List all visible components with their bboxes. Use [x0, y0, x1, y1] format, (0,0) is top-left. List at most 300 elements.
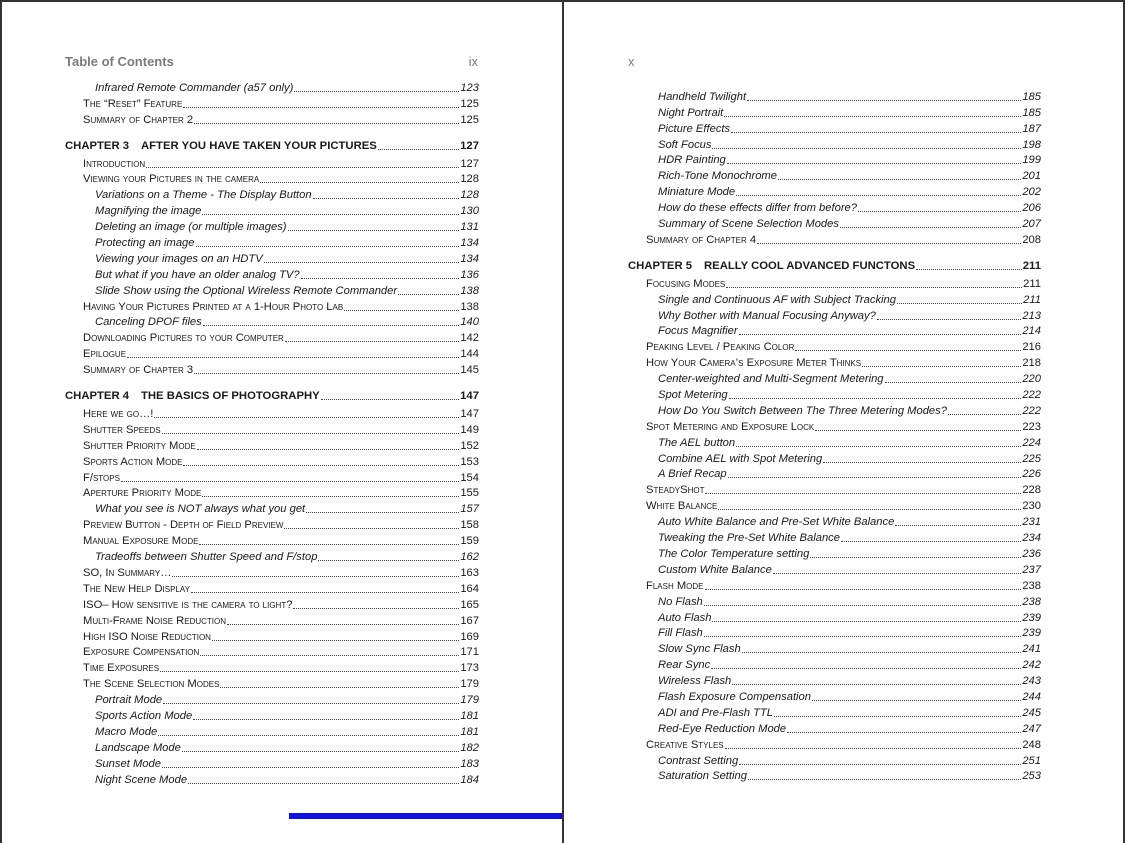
toc-entry[interactable]	[628, 307, 1041, 323]
toc-entry[interactable]	[65, 500, 479, 516]
toc-entry-title: Downloading Pictures to your Computer	[83, 332, 284, 345]
dot-leader	[711, 668, 1021, 669]
toc-entry-title: How Do You Switch Between The Three Metering Modes?	[658, 404, 947, 417]
toc-entry-title: Auto Flash	[658, 611, 712, 624]
toc-entry-title: Time Exposures	[83, 662, 160, 675]
toc-entry-title: Custom White Balance	[658, 563, 772, 576]
toc-page-number: 145	[460, 364, 479, 377]
toc-page-number: 199	[1022, 154, 1041, 167]
toc-chapter-title	[65, 139, 377, 153]
dot-leader	[182, 751, 459, 752]
toc-entry[interactable]	[628, 450, 1041, 466]
toc-page-number: 157	[460, 503, 479, 516]
dot-leader	[199, 544, 459, 545]
toc-entry-title: High ISO Noise Reduction	[83, 630, 211, 643]
toc-chapter-title	[628, 259, 915, 273]
toc-entry-title: Picture Effects	[658, 122, 731, 135]
toc-page-number: 237	[1022, 563, 1041, 576]
dot-leader	[260, 182, 459, 183]
toc-page-number: 202	[1022, 186, 1041, 199]
toc-entry-title: The Scene Selection Modes	[83, 678, 220, 691]
dot-leader	[718, 509, 1021, 510]
dot-leader	[202, 496, 459, 497]
dot-leader	[203, 325, 460, 326]
toc-page-number: 127	[460, 157, 479, 170]
dot-leader	[731, 132, 1021, 133]
toc-entry-title: Miniature Mode	[658, 186, 736, 199]
dot-leader	[712, 148, 1021, 149]
toc-page-number: 169	[460, 630, 479, 643]
toc-entry-title: Epilogue	[83, 348, 127, 361]
toc-page-number: 228	[1022, 484, 1041, 497]
toc-entry-title: Single and Continuous AF with Subject Tracking	[658, 293, 896, 306]
toc-entry-title: Peaking Level / Peaking Color	[646, 341, 795, 354]
dot-leader	[739, 764, 1021, 765]
toc-page-number: 222	[1022, 404, 1041, 417]
toc-entry-title: Viewing your Pictures in the camera	[83, 173, 260, 186]
toc-entry[interactable]	[628, 545, 1041, 561]
dot-leader	[728, 477, 1022, 478]
toc-entry[interactable]	[65, 596, 479, 612]
toc-entry[interactable]	[628, 752, 1041, 768]
toc-entry[interactable]	[628, 104, 1041, 120]
dot-leader	[858, 211, 1021, 212]
toc-entry[interactable]	[628, 386, 1041, 402]
toc-entry[interactable]	[628, 183, 1041, 199]
toc-entry-title: Deleting an image (or multiple images)	[95, 221, 287, 234]
toc-entry-title: SO, In Summary…	[83, 566, 172, 579]
toc-entry[interactable]	[65, 79, 479, 95]
toc-entry[interactable]	[628, 625, 1041, 641]
dot-leader	[200, 655, 459, 656]
toc-entry-title: Flash Mode	[646, 579, 704, 592]
toc-entry[interactable]	[65, 329, 479, 345]
toc-entry[interactable]	[628, 370, 1041, 386]
dot-leader	[321, 399, 459, 400]
toc-list-right	[628, 88, 1041, 783]
toc-entry-title: Fill Flash	[658, 627, 703, 640]
dot-leader	[729, 398, 1022, 399]
chapter-label: CHAPTER 3	[65, 139, 130, 152]
toc-entry[interactable]	[65, 111, 479, 127]
toc-entry[interactable]	[65, 659, 479, 675]
toc-entry-title: Protecting an image	[95, 237, 195, 250]
toc-entry-title: No Flash	[658, 595, 703, 608]
toc-page-number: 182	[460, 741, 479, 754]
toc-entry[interactable]	[628, 152, 1041, 168]
dot-leader	[747, 100, 1021, 101]
dot-leader	[748, 779, 1021, 780]
dot-leader	[732, 684, 1021, 685]
dot-leader	[285, 341, 460, 342]
toc-entry-title: Spot Metering	[658, 389, 728, 402]
toc-entry[interactable]	[65, 155, 479, 171]
toc-entry-title: What you see is NOT always what you get	[95, 503, 306, 516]
toc-page-number: 134	[460, 237, 479, 250]
toc-entry[interactable]	[628, 609, 1041, 625]
dot-leader	[172, 576, 459, 577]
toc-entry[interactable]	[628, 577, 1041, 593]
toc-entry[interactable]	[628, 418, 1041, 434]
toc-entry-title: Magnifying the image	[95, 205, 202, 218]
toc-page-number: 128	[460, 173, 479, 186]
toc-entry[interactable]	[628, 640, 1041, 656]
toc-entry[interactable]	[628, 354, 1041, 370]
toc-entry[interactable]	[65, 218, 479, 234]
dot-leader	[160, 671, 459, 672]
toc-entry[interactable]	[65, 171, 479, 187]
toc-page-number: 181	[460, 709, 479, 722]
dot-leader	[294, 91, 459, 92]
toc-entry[interactable]	[65, 516, 479, 532]
toc-entry[interactable]	[628, 704, 1041, 720]
toc-page-number: 214	[1022, 325, 1041, 338]
toc-page-number: 238	[1022, 579, 1041, 592]
dot-leader	[212, 640, 459, 641]
dot-leader	[127, 357, 459, 358]
toc-entry-title: Night Portrait	[658, 106, 724, 119]
toc-entry-title: Summary of Chapter 4	[646, 233, 757, 246]
toc-entry[interactable]	[65, 345, 479, 361]
toc-page-number: 173	[460, 662, 479, 675]
dot-leader	[897, 303, 1022, 304]
toc-entry-title: Flash Exposure Compensation	[658, 690, 811, 703]
toc-entry[interactable]	[628, 323, 1041, 339]
toc-entry-title: White Balance	[646, 500, 718, 513]
toc-entry[interactable]	[65, 485, 479, 501]
toc-page-number: 207	[1022, 218, 1041, 231]
dot-leader	[742, 652, 1022, 653]
toc-page-number: 142	[460, 332, 479, 345]
toc-entry-title: Shutter Speeds	[83, 423, 161, 436]
toc-page-number: 187	[1022, 122, 1041, 135]
toc-entry[interactable]	[65, 564, 479, 580]
toc-entry-title: Summary of Scene Selection Modes	[658, 218, 839, 231]
toc-entry[interactable]	[65, 314, 479, 330]
toc-entry-title: SteadyShot	[646, 484, 705, 497]
toc-entry[interactable]	[628, 736, 1041, 752]
dot-leader	[378, 149, 459, 150]
toc-page-number: 225	[1022, 452, 1041, 465]
toc-entry[interactable]	[65, 282, 479, 298]
toc-entry[interactable]	[65, 548, 479, 564]
toc-page-number: 243	[1022, 675, 1041, 688]
dot-leader	[757, 243, 1021, 244]
dot-leader	[197, 449, 460, 450]
toc-entry-title: Auto White Balance and Pre-Set White Balance	[658, 516, 895, 529]
page-number: x	[628, 54, 635, 69]
toc-page-number: 241	[1022, 643, 1041, 656]
toc-page-number: 223	[1022, 420, 1041, 433]
toc-entry-title: Having Your Pictures Printed at a 1-Hour Photo Lab	[83, 300, 344, 313]
toc-entry-title: Sports Action Mode	[83, 455, 183, 468]
toc-page-number: 125	[460, 113, 479, 126]
toc-entry[interactable]	[65, 298, 479, 314]
toc-page-number: 134	[460, 252, 479, 265]
toc-entry[interactable]	[65, 612, 479, 628]
toc-page-number: 162	[460, 551, 479, 564]
toc-page-number: 152	[460, 439, 479, 452]
toc-entry-title: F/stops	[83, 471, 120, 484]
toc-page-number: 213	[1022, 309, 1041, 322]
toc-entry[interactable]	[65, 202, 479, 218]
toc-page-number: 220	[1022, 373, 1041, 386]
toc-entry-title: Shutter Priority Mode	[83, 439, 196, 452]
toc-entry[interactable]	[628, 215, 1041, 231]
toc-page-number: 128	[460, 189, 479, 202]
dot-leader	[704, 636, 1022, 637]
toc-entry[interactable]	[65, 469, 479, 485]
toc-page-number: 216	[1022, 341, 1041, 354]
toc-page-number: 163	[460, 566, 479, 579]
dot-leader	[840, 227, 1021, 228]
toc-entry-title: Focusing Modes	[646, 277, 726, 290]
toc-page-number: 155	[460, 487, 479, 500]
toc-entry[interactable]	[65, 580, 479, 596]
dot-leader	[154, 417, 459, 418]
toc-chapter-entry[interactable]	[628, 251, 1041, 273]
toc-entry[interactable]	[65, 755, 479, 771]
toc-entry-title: HDR Painting	[658, 154, 726, 167]
toc-page-number: 171	[460, 646, 479, 659]
dot-leader	[162, 767, 459, 768]
toc-entry[interactable]	[628, 593, 1041, 609]
toc-page-number: 211	[1023, 293, 1041, 306]
dot-leader	[196, 246, 460, 247]
toc-entry[interactable]	[65, 739, 479, 755]
toc-page-number: 125	[460, 97, 479, 110]
toc-entry[interactable]	[628, 291, 1041, 307]
toc-chapter-entry[interactable]	[65, 381, 479, 403]
toc-entry[interactable]	[65, 234, 479, 250]
toc-page-number: 211	[1023, 277, 1041, 290]
toc-entry-title: How Your Camera’s Exposure Meter Thinks	[646, 357, 862, 370]
dot-leader	[823, 462, 1021, 463]
dot-leader	[841, 541, 1021, 542]
toc-entry[interactable]	[628, 656, 1041, 672]
dot-leader	[288, 230, 460, 231]
dot-leader	[705, 589, 1022, 590]
toc-page-number: 238	[1022, 595, 1041, 608]
toc-page-number: 138	[460, 300, 479, 313]
toc-page-number: 230	[1022, 500, 1041, 513]
toc-entry[interactable]	[628, 338, 1041, 354]
dot-leader	[146, 167, 459, 168]
header-title: Table of Contents	[65, 54, 174, 69]
toc-entry-title: Red-Eye Reduction Mode	[658, 722, 787, 735]
toc-entry[interactable]	[65, 95, 479, 111]
toc-page-number: 159	[460, 535, 479, 548]
toc-entry-title: Spot Metering and Exposure Lock	[646, 420, 815, 433]
toc-entry[interactable]	[628, 275, 1041, 291]
toc-page-number: 206	[1022, 202, 1041, 215]
dot-leader	[774, 716, 1021, 717]
toc-entry-title: Here we go…!	[83, 408, 154, 421]
toc-page-number: 244	[1022, 690, 1041, 703]
toc-entry[interactable]	[628, 529, 1041, 545]
toc-entry-title: Rich-Tone Monochrome	[658, 170, 777, 183]
toc-entry-title: How do these effects differ from before?	[658, 202, 857, 215]
toc-page-number: 224	[1022, 436, 1041, 449]
toc-page-number: 226	[1022, 468, 1041, 481]
toc-entry[interactable]	[628, 481, 1041, 497]
toc-entry-title: The New Help Display	[83, 582, 190, 595]
toc-page-number: 239	[1022, 611, 1041, 624]
dot-leader	[885, 382, 1022, 383]
toc-page-number: 164	[460, 582, 479, 595]
toc-page-number: 147	[460, 390, 479, 403]
toc-page-number: 127	[460, 139, 479, 152]
toc-page-number: 153	[460, 455, 479, 468]
toc-entry[interactable]	[65, 266, 479, 282]
toc-page-number: 167	[460, 614, 479, 627]
toc-entry-title: Slide Show using the Optional Wireless Remote Commander	[95, 284, 398, 297]
toc-entry[interactable]	[65, 723, 479, 739]
toc-entry-title: Tradeoffs between Shutter Speed and F/stop	[95, 551, 318, 564]
toc-chapter-entry[interactable]	[65, 131, 479, 153]
toc-entry-title: Preview Button - Depth of Field Preview	[83, 519, 284, 532]
toc-entry[interactable]	[65, 707, 479, 723]
toc-entry-title: Tweaking the Pre-Set White Balance	[658, 532, 840, 545]
toc-entry-title: Handheld Twilight	[658, 90, 747, 103]
toc-entry-title: Landscape Mode	[95, 741, 181, 754]
toc-entry[interactable]	[628, 120, 1041, 136]
toc-entry-title: Introduction	[83, 157, 146, 170]
toc-entry-title: Soft Focus	[658, 138, 712, 151]
dot-leader	[193, 719, 459, 720]
toc-page-number: 130	[460, 205, 479, 218]
toc-entry[interactable]	[628, 513, 1041, 529]
dot-leader	[727, 163, 1022, 164]
toc-page-number: 236	[1022, 547, 1041, 560]
dot-leader	[726, 287, 1022, 288]
toc-entry[interactable]	[628, 199, 1041, 215]
toc-entry-title: The “Reset” Feature	[83, 97, 183, 110]
dot-leader	[739, 334, 1022, 335]
toc-page-number: 185	[1022, 106, 1041, 119]
toc-page-number: 138	[460, 284, 479, 297]
toc-page-number: 211	[1022, 259, 1041, 272]
dot-leader	[705, 493, 1021, 494]
dot-leader	[162, 433, 460, 434]
toc-entry-title: Slow Sync Flash	[658, 643, 741, 656]
toc-entry[interactable]	[628, 672, 1041, 688]
toc-entry[interactable]	[628, 497, 1041, 513]
toc-page-number: 208	[1022, 233, 1041, 246]
dot-leader	[810, 557, 1021, 558]
toc-page-number: 158	[460, 519, 479, 532]
toc-entry[interactable]	[65, 405, 479, 421]
toc-page-number: 222	[1022, 389, 1041, 402]
toc-entry[interactable]	[65, 437, 479, 453]
dot-leader	[318, 560, 459, 561]
chapter-title: AFTER YOU HAVE TAKEN YOUR PICTURES	[141, 139, 377, 152]
toc-entry[interactable]	[65, 675, 479, 691]
toc-entry[interactable]	[628, 231, 1041, 247]
toc-entry[interactable]	[65, 250, 479, 266]
toc-entry-title: Aperture Priority Mode	[83, 487, 202, 500]
toc-entry-title: Creative Styles	[646, 738, 724, 751]
dot-leader	[877, 319, 1021, 320]
toc-entry[interactable]	[628, 136, 1041, 152]
toc-page-number: 201	[1022, 170, 1041, 183]
toc-entry-title: Canceling DPOF files	[95, 316, 202, 329]
toc-page-number: 136	[460, 268, 479, 281]
dot-leader	[773, 573, 1022, 574]
toc-entry-title: Summary of Chapter 2	[83, 113, 194, 126]
toc-entry[interactable]	[628, 688, 1041, 704]
toc-entry[interactable]	[65, 421, 479, 437]
toc-entry-title: Contrast Setting	[658, 754, 739, 767]
dot-leader	[188, 783, 459, 784]
dot-leader	[812, 700, 1021, 701]
toc-entry[interactable]	[628, 466, 1041, 482]
chapter-title: REALLY COOL ADVANCED FUNCTONS	[704, 259, 916, 272]
dot-leader	[194, 123, 459, 124]
toc-entry[interactable]	[628, 402, 1041, 418]
page-number: ix	[468, 54, 478, 69]
toc-entry[interactable]	[65, 361, 479, 377]
toc-entry-title: But what if you have an older analog TV?	[95, 268, 300, 281]
toc-entry[interactable]	[628, 434, 1041, 450]
toc-entry-title: Saturation Setting	[658, 770, 747, 783]
toc-entry-title: Focus Magnifier	[658, 325, 738, 338]
toc-entry[interactable]	[65, 644, 479, 660]
toc-entry[interactable]	[628, 88, 1041, 104]
dot-leader	[725, 748, 1022, 749]
toc-entry[interactable]	[65, 453, 479, 469]
toc-page-number: 144	[460, 348, 479, 361]
dot-leader	[815, 430, 1021, 431]
toc-page-number: 181	[460, 725, 479, 738]
toc-entry[interactable]	[65, 532, 479, 548]
dot-leader	[183, 107, 459, 108]
dot-leader	[220, 687, 459, 688]
toc-entry-title: Portrait Mode	[95, 694, 163, 707]
toc-entry[interactable]	[65, 628, 479, 644]
toc-page-number: 247	[1022, 722, 1041, 735]
toc-page-number: 239	[1022, 627, 1041, 640]
toc-page-number: 183	[460, 757, 479, 770]
toc-page-number: 131	[460, 221, 479, 234]
toc-entry[interactable]	[628, 720, 1041, 736]
toc-entry[interactable]	[65, 691, 479, 707]
toc-entry[interactable]	[628, 561, 1041, 577]
toc-entry-title: Sunset Mode	[95, 757, 161, 770]
toc-entry[interactable]	[628, 167, 1041, 183]
chapter-title: THE BASICS OF PHOTOGRAPHY	[141, 390, 320, 403]
toc-entry[interactable]	[628, 768, 1041, 784]
toc-page-number: 123	[460, 81, 479, 94]
toc-page-number: 251	[1022, 754, 1041, 767]
toc-page-number: 185	[1022, 90, 1041, 103]
dot-leader	[306, 512, 459, 513]
dot-leader	[293, 608, 459, 609]
toc-entry[interactable]	[65, 771, 479, 787]
toc-entry-title: The AEL button	[658, 436, 736, 449]
toc-entry-title: ISO– How sensitive is the camera to light?	[83, 598, 293, 611]
toc-entry-title: Why Bother with Manual Focusing Anyway?	[658, 309, 876, 322]
dot-leader	[778, 179, 1021, 180]
dot-leader	[264, 262, 460, 263]
dot-leader	[916, 269, 1022, 270]
toc-page-number: 231	[1022, 516, 1041, 529]
toc-list-left	[65, 79, 479, 787]
toc-entry[interactable]	[65, 186, 479, 202]
toc-page-number: 245	[1022, 706, 1041, 719]
toc-page-number: 147	[460, 408, 479, 421]
toc-page-number: 234	[1022, 532, 1041, 545]
